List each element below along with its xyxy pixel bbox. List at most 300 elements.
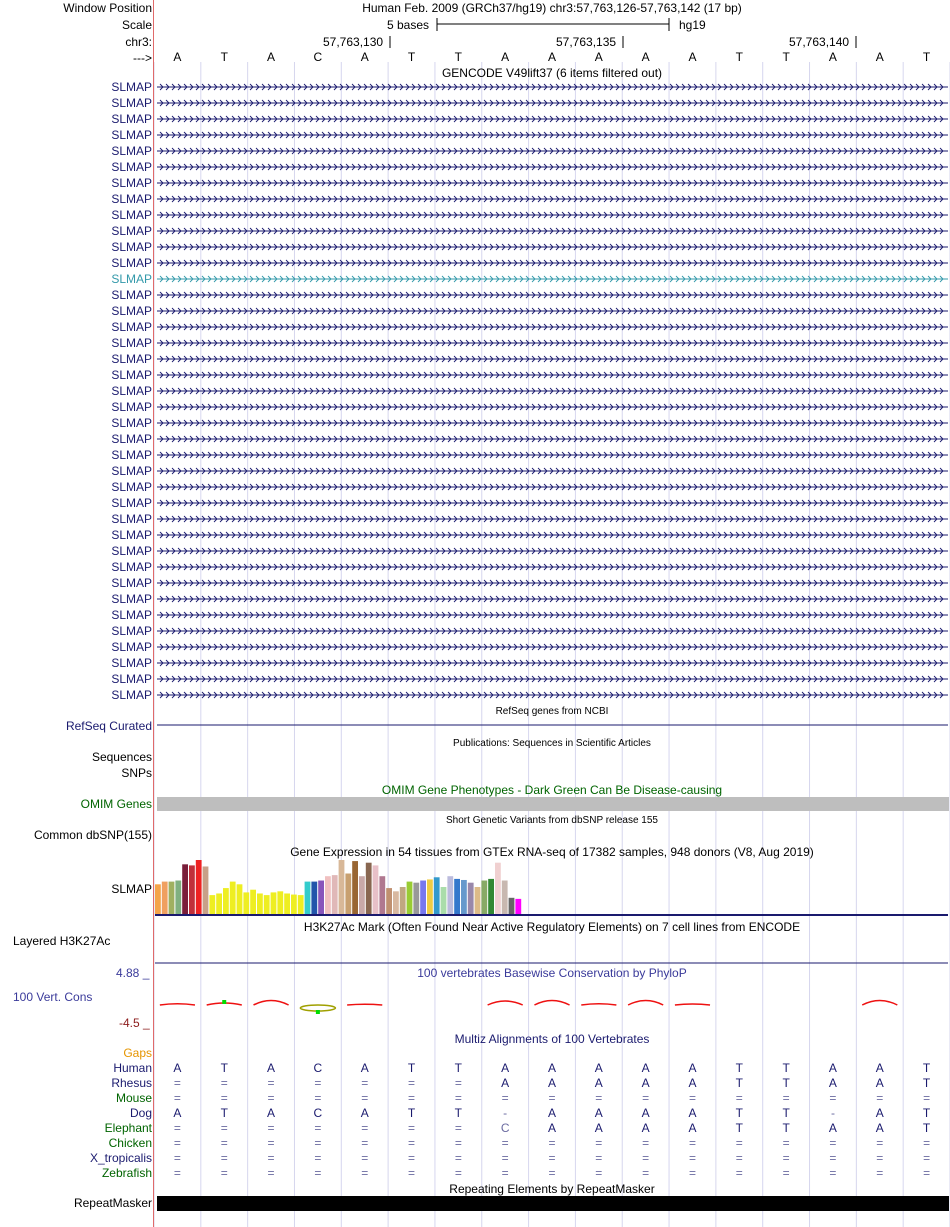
gtex-bar bbox=[257, 893, 263, 914]
gtex-bar bbox=[277, 891, 283, 914]
alignment-base: = bbox=[314, 1151, 322, 1165]
alignment-base: - bbox=[503, 1106, 508, 1120]
alignment-base: = bbox=[829, 1151, 837, 1165]
alignment-base: A bbox=[641, 1076, 650, 1090]
alignment-base: A bbox=[688, 1061, 697, 1075]
alignment-base: = bbox=[876, 1136, 884, 1150]
gtex-bar bbox=[298, 895, 304, 914]
alignment-base: = bbox=[501, 1151, 509, 1165]
phylop-score-mark bbox=[534, 1001, 569, 1006]
alignment-base: = bbox=[361, 1091, 369, 1105]
gencode-transcript-label[interactable]: SLMAP bbox=[111, 144, 152, 158]
gtex-bar bbox=[237, 884, 243, 914]
alignment-base: T bbox=[220, 1106, 228, 1120]
alignment-base: = bbox=[267, 1121, 275, 1135]
alignment-base: = bbox=[876, 1166, 884, 1180]
alignment-base: = bbox=[408, 1136, 416, 1150]
base-letter: T bbox=[407, 50, 416, 64]
alignment-base: = bbox=[408, 1121, 416, 1135]
gencode-track-title[interactable]: GENCODE V49lift37 (6 items filtered out) bbox=[441, 66, 663, 80]
gtex-bar bbox=[305, 882, 311, 914]
alignment-base: = bbox=[173, 1151, 181, 1165]
gtex-bar bbox=[352, 861, 358, 914]
alignment-base: A bbox=[594, 1121, 603, 1135]
gtex-bar bbox=[250, 890, 256, 914]
gtex-bar bbox=[216, 893, 222, 914]
gtex-label[interactable]: SLMAP bbox=[111, 882, 152, 896]
alignment-base: T bbox=[735, 1076, 743, 1090]
alignment-base: = bbox=[829, 1091, 837, 1105]
gtex-bar bbox=[454, 879, 460, 914]
alignment-base: T bbox=[735, 1121, 743, 1135]
gencode-transcript-label[interactable]: SLMAP bbox=[111, 464, 152, 478]
alignment-base: = bbox=[923, 1151, 931, 1165]
alignment-base: = bbox=[361, 1166, 369, 1180]
gencode-transcript-label[interactable]: SLMAP bbox=[111, 288, 152, 302]
gtex-bar bbox=[366, 863, 372, 914]
gencode-transcript-label[interactable]: SLMAP bbox=[111, 400, 152, 414]
alignment-base: = bbox=[173, 1121, 181, 1135]
gtex-bar bbox=[339, 860, 345, 914]
gtex-bar bbox=[441, 887, 447, 914]
alignment-base: = bbox=[548, 1151, 556, 1165]
gtex-bar bbox=[359, 876, 365, 914]
gtex-bar bbox=[196, 860, 202, 914]
gtex-bar bbox=[318, 881, 324, 914]
base-letter: T bbox=[220, 50, 228, 64]
alignment-base: A bbox=[688, 1076, 697, 1090]
alignment-base: = bbox=[688, 1091, 696, 1105]
base-letter: A bbox=[641, 50, 650, 64]
gtex-bar bbox=[345, 874, 351, 915]
base-letter: A bbox=[267, 50, 276, 64]
alignment-base: A bbox=[501, 1076, 510, 1090]
omim-track-title[interactable]: OMIM Gene Phenotypes - Dark Green Can Be Disease-causing bbox=[381, 783, 723, 797]
gtex-bar bbox=[393, 891, 399, 914]
base-letter: A bbox=[547, 50, 556, 64]
gtex-bar bbox=[203, 866, 209, 914]
chr-label: chr3: bbox=[125, 35, 152, 49]
phylop-score-mark bbox=[581, 1004, 616, 1005]
gtex-bar bbox=[291, 895, 297, 914]
alignment-base: = bbox=[548, 1166, 556, 1180]
gencode-transcript-label[interactable]: SLMAP bbox=[111, 576, 152, 590]
alignment-base: T bbox=[922, 1061, 931, 1075]
species-label: Rhesus bbox=[111, 1076, 152, 1090]
gtex-bar bbox=[311, 882, 317, 914]
alignment-base: = bbox=[267, 1151, 275, 1165]
assembly-title: Human Feb. 2009 (GRCh37/hg19) chr3:57,763,126-57,763,142 (17 bp) bbox=[362, 1, 742, 15]
gencode-transcript-label[interactable]: SLMAP bbox=[111, 496, 152, 510]
gencode-transcript-label[interactable]: SLMAP bbox=[111, 624, 152, 638]
alignment-base: = bbox=[173, 1136, 181, 1150]
gencode-transcript-label[interactable]: SLMAP bbox=[111, 352, 152, 366]
alignment-base: = bbox=[220, 1121, 228, 1135]
gtex-bar bbox=[271, 892, 277, 914]
alignment-base: = bbox=[829, 1166, 837, 1180]
alignment-base: A bbox=[360, 1106, 369, 1120]
gencode-transcript-label[interactable]: SLMAP bbox=[111, 608, 152, 622]
alignment-base: = bbox=[173, 1166, 181, 1180]
phylop-label[interactable]: 100 Vert. Cons bbox=[13, 990, 93, 1004]
phylop-score-mark bbox=[488, 1001, 523, 1005]
gencode-transcript-label[interactable]: SLMAP bbox=[111, 448, 152, 462]
alignment-base: = bbox=[267, 1166, 275, 1180]
alignment-base: T bbox=[782, 1076, 790, 1090]
gtex-bar bbox=[175, 881, 181, 914]
scale-label: Scale bbox=[121, 18, 152, 32]
gencode-transcript-label[interactable]: SLMAP bbox=[111, 192, 152, 206]
alignment-base: = bbox=[361, 1076, 369, 1090]
alignment-base: = bbox=[454, 1151, 462, 1165]
alignment-base: = bbox=[642, 1136, 650, 1150]
gencode-transcript-label[interactable]: SLMAP bbox=[111, 256, 152, 270]
alignment-base: A bbox=[875, 1061, 884, 1075]
alignment-base: = bbox=[595, 1136, 603, 1150]
alignment-base: = bbox=[782, 1166, 790, 1180]
alignment-base: = bbox=[923, 1136, 931, 1150]
phylop-score-mark bbox=[222, 1000, 226, 1004]
gtex-bar bbox=[325, 876, 331, 914]
phylop-score-mark bbox=[316, 1010, 320, 1014]
alignment-base: = bbox=[173, 1076, 181, 1090]
alignment-base: = bbox=[267, 1136, 275, 1150]
base-letter: T bbox=[454, 50, 463, 64]
alignment-base: = bbox=[735, 1166, 743, 1180]
alignment-base: A bbox=[641, 1121, 650, 1135]
gencode-transcript-label[interactable]: SLMAP bbox=[111, 544, 152, 558]
gtex-bar bbox=[169, 882, 175, 914]
alignment-base: = bbox=[361, 1151, 369, 1165]
alignment-base: A bbox=[828, 1076, 837, 1090]
alignment-base: = bbox=[408, 1166, 416, 1180]
repeatmasker-label[interactable]: RepeatMasker bbox=[73, 1196, 152, 1210]
gtex-bar bbox=[155, 884, 161, 914]
alignment-base: = bbox=[595, 1166, 603, 1180]
gtex-bar bbox=[209, 895, 215, 914]
alignment-base: = bbox=[735, 1151, 743, 1165]
species-label: Zebrafish bbox=[101, 1166, 152, 1180]
species-label: X_tropicalis bbox=[89, 1151, 152, 1165]
gencode-transcript-label[interactable]: SLMAP bbox=[111, 112, 152, 126]
h3k27ac-label[interactable]: Layered H3K27Ac bbox=[13, 934, 111, 948]
alignment-base: A bbox=[688, 1121, 697, 1135]
alignment-base: = bbox=[548, 1136, 556, 1150]
gaps-label: Gaps bbox=[123, 1046, 152, 1060]
phylop-score-mark bbox=[628, 1001, 663, 1006]
alignment-base: A bbox=[594, 1106, 603, 1120]
alignment-base: A bbox=[875, 1106, 884, 1120]
gencode-transcript-label[interactable]: SLMAP bbox=[111, 432, 152, 446]
alignment-base: = bbox=[361, 1136, 369, 1150]
phylop-score-mark bbox=[160, 1004, 195, 1005]
strand-arrow-label: ---> bbox=[133, 51, 152, 65]
alignment-base: A bbox=[547, 1121, 556, 1135]
gencode-transcript-label[interactable]: SLMAP bbox=[111, 160, 152, 174]
base-letter: A bbox=[828, 50, 837, 64]
alignment-base: = bbox=[173, 1091, 181, 1105]
publications-label-snps[interactable]: SNPs bbox=[121, 766, 152, 780]
gencode-transcript-label[interactable]: SLMAP bbox=[111, 688, 152, 702]
alignment-base: A bbox=[641, 1061, 650, 1075]
phylop-score-mark bbox=[254, 1001, 289, 1006]
alignment-base: = bbox=[642, 1151, 650, 1165]
alignment-base: = bbox=[454, 1076, 462, 1090]
gencode-transcript-label[interactable]: SLMAP bbox=[111, 656, 152, 670]
gtex-bar bbox=[264, 895, 270, 914]
alignment-base: = bbox=[220, 1166, 228, 1180]
gencode-transcript-label[interactable]: SLMAP bbox=[111, 304, 152, 318]
base-letter: A bbox=[594, 50, 603, 64]
gtex-bar bbox=[230, 882, 236, 914]
alignment-base: = bbox=[454, 1121, 462, 1135]
gtex-bar bbox=[332, 875, 338, 914]
species-label: Mouse bbox=[115, 1091, 152, 1105]
gtex-bar bbox=[189, 865, 195, 914]
alignment-base: = bbox=[220, 1076, 228, 1090]
gtex-bar bbox=[475, 887, 481, 914]
alignment-base: = bbox=[408, 1091, 416, 1105]
h3k27ac-track-title[interactable]: H3K27Ac Mark (Often Found Near Active Regulatory Elements) on 7 cell lines from ENCODE bbox=[303, 920, 801, 934]
window-position-label: Window Position bbox=[63, 1, 152, 15]
gtex-bar bbox=[481, 881, 487, 914]
gtex-bar bbox=[182, 864, 188, 914]
gtex-bar bbox=[223, 888, 229, 914]
multiz-track-title[interactable]: Multiz Alignments of 100 Vertebrates bbox=[454, 1032, 650, 1046]
omim-label[interactable]: OMIM Genes bbox=[80, 797, 152, 811]
gtex-bar bbox=[495, 863, 501, 914]
gencode-transcript-label[interactable]: SLMAP bbox=[111, 176, 152, 190]
alignment-base: = bbox=[735, 1091, 743, 1105]
base-letter: T bbox=[922, 50, 931, 64]
alignment-base: = bbox=[829, 1136, 837, 1150]
publications-label-sequences[interactable]: Sequences bbox=[91, 750, 152, 764]
alignment-base: C bbox=[500, 1121, 510, 1135]
base-letter: A bbox=[173, 50, 182, 64]
alignment-base: A bbox=[267, 1061, 276, 1075]
phylop-ymax: 4.88 _ bbox=[116, 966, 150, 980]
gtex-bar bbox=[434, 877, 440, 914]
alignment-base: = bbox=[923, 1091, 931, 1105]
scale-db: hg19 bbox=[679, 18, 706, 32]
phylop-score-mark bbox=[675, 1004, 710, 1005]
base-letter: A bbox=[688, 50, 697, 64]
alignment-base: = bbox=[876, 1091, 884, 1105]
gencode-transcript-label[interactable]: SLMAP bbox=[111, 480, 152, 494]
alignment-base: T bbox=[782, 1121, 790, 1135]
repeatmasker-track-title[interactable]: Repeating Elements by RepeatMasker bbox=[449, 1182, 655, 1196]
alignment-base: = bbox=[735, 1136, 743, 1150]
alignment-base: = bbox=[408, 1076, 416, 1090]
gtex-bar bbox=[386, 888, 392, 914]
alignment-base: = bbox=[220, 1136, 228, 1150]
phylop-score-mark bbox=[862, 1001, 897, 1006]
alignment-base: A bbox=[875, 1076, 884, 1090]
gencode-transcript-label[interactable]: SLMAP bbox=[111, 336, 152, 350]
alignment-base: = bbox=[314, 1076, 322, 1090]
alignment-base: = bbox=[267, 1091, 275, 1105]
gtex-bar bbox=[379, 876, 385, 914]
alignment-base: T bbox=[782, 1106, 790, 1120]
position-tick-label: 57,763,135 bbox=[556, 35, 617, 49]
alignment-base: = bbox=[782, 1151, 790, 1165]
alignment-base: T bbox=[922, 1106, 931, 1120]
repeatmasker-bar bbox=[157, 1196, 949, 1211]
alignment-base: A bbox=[501, 1061, 510, 1075]
gencode-transcript-label[interactable]: SLMAP bbox=[111, 640, 152, 654]
base-letter: C bbox=[313, 50, 323, 64]
gencode-transcript-label[interactable]: SLMAP bbox=[111, 128, 152, 142]
alignment-base: = bbox=[454, 1166, 462, 1180]
alignment-base: = bbox=[220, 1091, 228, 1105]
gtex-bar bbox=[420, 881, 426, 914]
species-label: Chicken bbox=[108, 1136, 152, 1150]
gencode-transcript-label[interactable]: SLMAP bbox=[111, 672, 152, 686]
gencode-transcript-label[interactable]: SLMAP bbox=[111, 384, 152, 398]
gtex-bar bbox=[515, 899, 521, 914]
alignment-base: T bbox=[735, 1106, 743, 1120]
alignment-base: A bbox=[594, 1061, 603, 1075]
alignment-base: A bbox=[828, 1121, 837, 1135]
phylop-score-mark bbox=[347, 1004, 382, 1005]
alignment-base: T bbox=[922, 1121, 931, 1135]
alignment-base: A bbox=[360, 1061, 369, 1075]
alignment-base: A bbox=[828, 1061, 837, 1075]
phylop-track-title[interactable]: 100 vertebrates Basewise Conservation by PhyloP bbox=[417, 966, 687, 980]
alignment-base: T bbox=[922, 1076, 931, 1090]
species-label: Dog bbox=[129, 1106, 152, 1120]
gtex-track-title[interactable]: Gene Expression in 54 tissues from GTEx RNA-seq of 17382 samples, 948 donors (V8, Aug 2019) bbox=[290, 845, 814, 859]
gencode-transcript-label[interactable]: SLMAP bbox=[111, 80, 152, 94]
alignment-base: = bbox=[408, 1151, 416, 1165]
base-letter: A bbox=[875, 50, 884, 64]
gencode-transcript-label[interactable]: SLMAP bbox=[111, 272, 152, 286]
alignment-base: T bbox=[782, 1061, 790, 1075]
alignment-base: = bbox=[220, 1151, 228, 1165]
alignment-base: T bbox=[220, 1061, 228, 1075]
alignment-base: = bbox=[454, 1091, 462, 1105]
refseq-label[interactable]: RefSeq Curated bbox=[65, 719, 152, 733]
gencode-transcript-label[interactable]: SLMAP bbox=[111, 208, 152, 222]
alignment-base: = bbox=[314, 1121, 322, 1135]
alignment-base: = bbox=[923, 1166, 931, 1180]
alignment-base: A bbox=[547, 1106, 556, 1120]
refseq-track-title[interactable]: RefSeq genes from NCBI bbox=[495, 706, 609, 717]
gtex-bar bbox=[373, 865, 379, 914]
alignment-base: = bbox=[782, 1091, 790, 1105]
alignment-base: = bbox=[595, 1091, 603, 1105]
alignment-base: = bbox=[782, 1136, 790, 1150]
alignment-base: A bbox=[267, 1106, 276, 1120]
omim-bar bbox=[157, 797, 949, 811]
alignment-base: C bbox=[313, 1106, 323, 1120]
alignment-base: = bbox=[267, 1076, 275, 1090]
gtex-bar bbox=[427, 879, 433, 914]
alignment-base: T bbox=[454, 1061, 463, 1075]
dbsnp-label[interactable]: Common dbSNP(155) bbox=[33, 828, 152, 842]
dbsnp-track-title[interactable]: Short Genetic Variants from dbSNP release 155 bbox=[446, 815, 658, 826]
gtex-bar bbox=[284, 893, 290, 914]
alignment-base: = bbox=[361, 1121, 369, 1135]
alignment-base: = bbox=[501, 1091, 509, 1105]
gencode-transcript-label[interactable]: SLMAP bbox=[111, 224, 152, 238]
species-label: Human bbox=[113, 1061, 152, 1075]
alignment-base: A bbox=[173, 1106, 182, 1120]
alignment-base: = bbox=[595, 1151, 603, 1165]
gtex-bar bbox=[468, 883, 474, 914]
gencode-transcript-label[interactable]: SLMAP bbox=[111, 592, 152, 606]
alignment-base: = bbox=[688, 1136, 696, 1150]
alignment-base: = bbox=[454, 1136, 462, 1150]
position-tick-label: 57,763,140 bbox=[789, 35, 850, 49]
gtex-bar bbox=[502, 881, 508, 914]
gencode-transcript-label[interactable]: SLMAP bbox=[111, 560, 152, 574]
scale-text: 5 bases bbox=[387, 18, 430, 32]
alignment-base: A bbox=[688, 1106, 697, 1120]
species-label: Elephant bbox=[104, 1121, 152, 1135]
gtex-bar bbox=[413, 883, 419, 914]
alignment-base: = bbox=[548, 1091, 556, 1105]
alignment-base: = bbox=[688, 1166, 696, 1180]
gtex-bar bbox=[407, 882, 413, 914]
alignment-base: = bbox=[642, 1166, 650, 1180]
gtex-bar bbox=[447, 876, 453, 914]
gtex-bar bbox=[509, 898, 515, 914]
gtex-bar bbox=[243, 892, 249, 914]
alignment-base: A bbox=[875, 1121, 884, 1135]
gtex-bar bbox=[400, 887, 406, 914]
gencode-transcript-label[interactable]: SLMAP bbox=[111, 368, 152, 382]
alignment-base: A bbox=[641, 1106, 650, 1120]
base-letter: T bbox=[782, 50, 790, 64]
gencode-transcript-label[interactable]: SLMAP bbox=[111, 320, 152, 334]
gencode-transcript-label[interactable]: SLMAP bbox=[111, 240, 152, 254]
gtex-bar bbox=[488, 879, 494, 914]
base-letter: T bbox=[735, 50, 743, 64]
gencode-transcript-label[interactable]: SLMAP bbox=[111, 512, 152, 526]
phylop-ymin: -4.5 _ bbox=[119, 1016, 150, 1030]
alignment-base: = bbox=[314, 1136, 322, 1150]
alignment-base: T bbox=[454, 1106, 463, 1120]
gencode-transcript-label[interactable]: SLMAP bbox=[111, 96, 152, 110]
base-letter: A bbox=[501, 50, 510, 64]
alignment-base: T bbox=[407, 1106, 416, 1120]
alignment-base: = bbox=[642, 1091, 650, 1105]
alignment-base: = bbox=[314, 1166, 322, 1180]
alignment-base: = bbox=[501, 1136, 509, 1150]
alignment-base: = bbox=[876, 1151, 884, 1165]
alignment-base: = bbox=[688, 1151, 696, 1165]
gtex-bar bbox=[461, 880, 467, 914]
position-tick-label: 57,763,130 bbox=[323, 35, 384, 49]
gencode-transcript-label[interactable]: SLMAP bbox=[111, 416, 152, 430]
gencode-transcript-label[interactable]: SLMAP bbox=[111, 528, 152, 542]
alignment-base: T bbox=[407, 1061, 416, 1075]
publications-track-title[interactable]: Publications: Sequences in Scientific Articles bbox=[453, 738, 651, 749]
gtex-bar bbox=[162, 882, 168, 914]
alignment-base: C bbox=[313, 1061, 323, 1075]
alignment-base: = bbox=[501, 1166, 509, 1180]
alignment-base: T bbox=[735, 1061, 743, 1075]
alignment-base: A bbox=[173, 1061, 182, 1075]
alignment-base: A bbox=[547, 1076, 556, 1090]
alignment-base: A bbox=[594, 1076, 603, 1090]
base-letter: A bbox=[360, 50, 369, 64]
alignment-base: - bbox=[830, 1106, 835, 1120]
alignment-base: = bbox=[314, 1091, 322, 1105]
alignment-base: A bbox=[547, 1061, 556, 1075]
label-separator bbox=[153, 0, 154, 1227]
